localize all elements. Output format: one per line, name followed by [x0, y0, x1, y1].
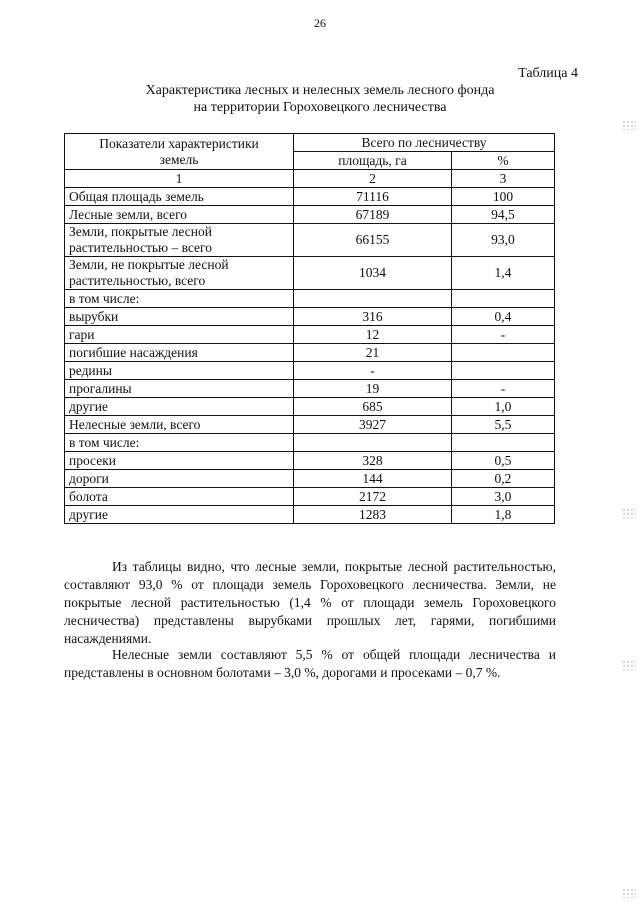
table-label: Таблица 4 — [518, 66, 578, 81]
scan-noise-mark — [622, 120, 636, 130]
scan-noise-mark — [622, 508, 636, 518]
table-row — [65, 398, 555, 416]
table-title-line: Характеристика лесных и нелесных земель лесного фонда — [145, 83, 495, 98]
row-name: погибшие насаждения — [65, 344, 294, 362]
table-row — [65, 344, 555, 362]
table-row — [65, 488, 555, 506]
row-percent: 100 — [451, 188, 554, 206]
column-number: 2 — [294, 170, 452, 188]
row-name: Земли, покрытые лесной растительностью – всего — [65, 224, 294, 257]
row-area: 19 — [294, 380, 452, 398]
row-name: в том числе: — [65, 290, 294, 308]
table-title-line: на территории Гороховецкого лесничества — [193, 100, 447, 115]
row-area: 1034 — [294, 257, 452, 290]
row-name: Общая площадь земель — [65, 188, 294, 206]
row-name: редины — [65, 362, 294, 380]
row-name: Лесные земли, всего — [65, 206, 294, 224]
row-name: болота — [65, 488, 294, 506]
scan-noise-mark — [622, 888, 636, 898]
row-name: другие — [65, 506, 294, 524]
table-row — [65, 206, 555, 224]
row-percent — [451, 290, 554, 308]
table-row — [65, 434, 555, 452]
row-area: 71116 — [294, 188, 452, 206]
row-name: в том числе: — [65, 434, 294, 452]
row-percent — [451, 362, 554, 380]
column-number: 3 — [451, 170, 554, 188]
summary-paragraph: Из таблицы видно, что лесные земли, покрытые лесной растительностью, составляют 93,0 % от площади земель Гороховецкого лесничества. Земли, не покрытые лесной растительностью (1,4 % от площади земель Гороховецкого лесничества) представлены вырубками прошлых лет, гарями, погибшими насаждениями. — [64, 559, 556, 646]
table-row — [65, 257, 555, 290]
table-row — [65, 326, 555, 344]
summary-paragraph: Нелесные земли составляют 5,5 % от общей площади лесничества и представлены в основном болотами – 3,0 %, дорогами и просеками – 0,7 %. — [64, 647, 556, 680]
table-row — [65, 362, 555, 380]
row-area: 144 — [294, 470, 452, 488]
row-percent: 1,8 — [451, 506, 554, 524]
column-number: 1 — [65, 170, 294, 188]
row-area: 12 — [294, 326, 452, 344]
row-percent: 93,0 — [451, 224, 554, 257]
row-name: просеки — [65, 452, 294, 470]
row-area: 21 — [294, 344, 452, 362]
table-row — [65, 224, 555, 257]
row-area: 316 — [294, 308, 452, 326]
page-number: 26 — [314, 16, 326, 30]
row-name: прогалины — [65, 380, 294, 398]
row-area: 66155 — [294, 224, 452, 257]
header-area: площадь, га — [294, 152, 452, 170]
header-percent: % — [451, 152, 554, 170]
table-row — [65, 506, 555, 524]
row-name: Земли, не покрытые лесной растительностью, всего — [65, 257, 294, 290]
row-name: другие — [65, 398, 294, 416]
row-percent: 0,2 — [451, 470, 554, 488]
table-row — [65, 290, 555, 308]
row-percent: 5,5 — [451, 416, 554, 434]
table-row — [65, 470, 555, 488]
row-area: 67189 — [294, 206, 452, 224]
row-area: 2172 — [294, 488, 452, 506]
row-percent: 0,4 — [451, 308, 554, 326]
row-area: 685 — [294, 398, 452, 416]
row-percent — [451, 434, 554, 452]
row-percent: 1,0 — [451, 398, 554, 416]
table-row — [65, 380, 555, 398]
row-percent: 0,5 — [451, 452, 554, 470]
row-area — [294, 434, 452, 452]
row-area — [294, 290, 452, 308]
row-percent — [451, 344, 554, 362]
header-indicator: Показатели характеристики земель — [65, 134, 294, 170]
table-row — [65, 416, 555, 434]
row-percent: 1,4 — [451, 257, 554, 290]
row-percent: 3,0 — [451, 488, 554, 506]
row-percent: 94,5 — [451, 206, 554, 224]
row-area: 328 — [294, 452, 452, 470]
row-name: гари — [65, 326, 294, 344]
row-area: 3927 — [294, 416, 452, 434]
row-percent: - — [451, 380, 554, 398]
row-name: дороги — [65, 470, 294, 488]
row-name: Нелесные земли, всего — [65, 416, 294, 434]
scan-noise-mark — [622, 660, 636, 670]
table-row — [65, 308, 555, 326]
row-area: - — [294, 362, 452, 380]
row-area: 1283 — [294, 506, 452, 524]
row-percent: - — [451, 326, 554, 344]
table-row — [65, 188, 555, 206]
table-title — [0, 82, 640, 116]
table-row — [65, 452, 555, 470]
row-name: вырубки — [65, 308, 294, 326]
land-characteristics-table — [64, 133, 555, 524]
header-total-by-forestry: Всего по лесничеству — [294, 134, 555, 152]
